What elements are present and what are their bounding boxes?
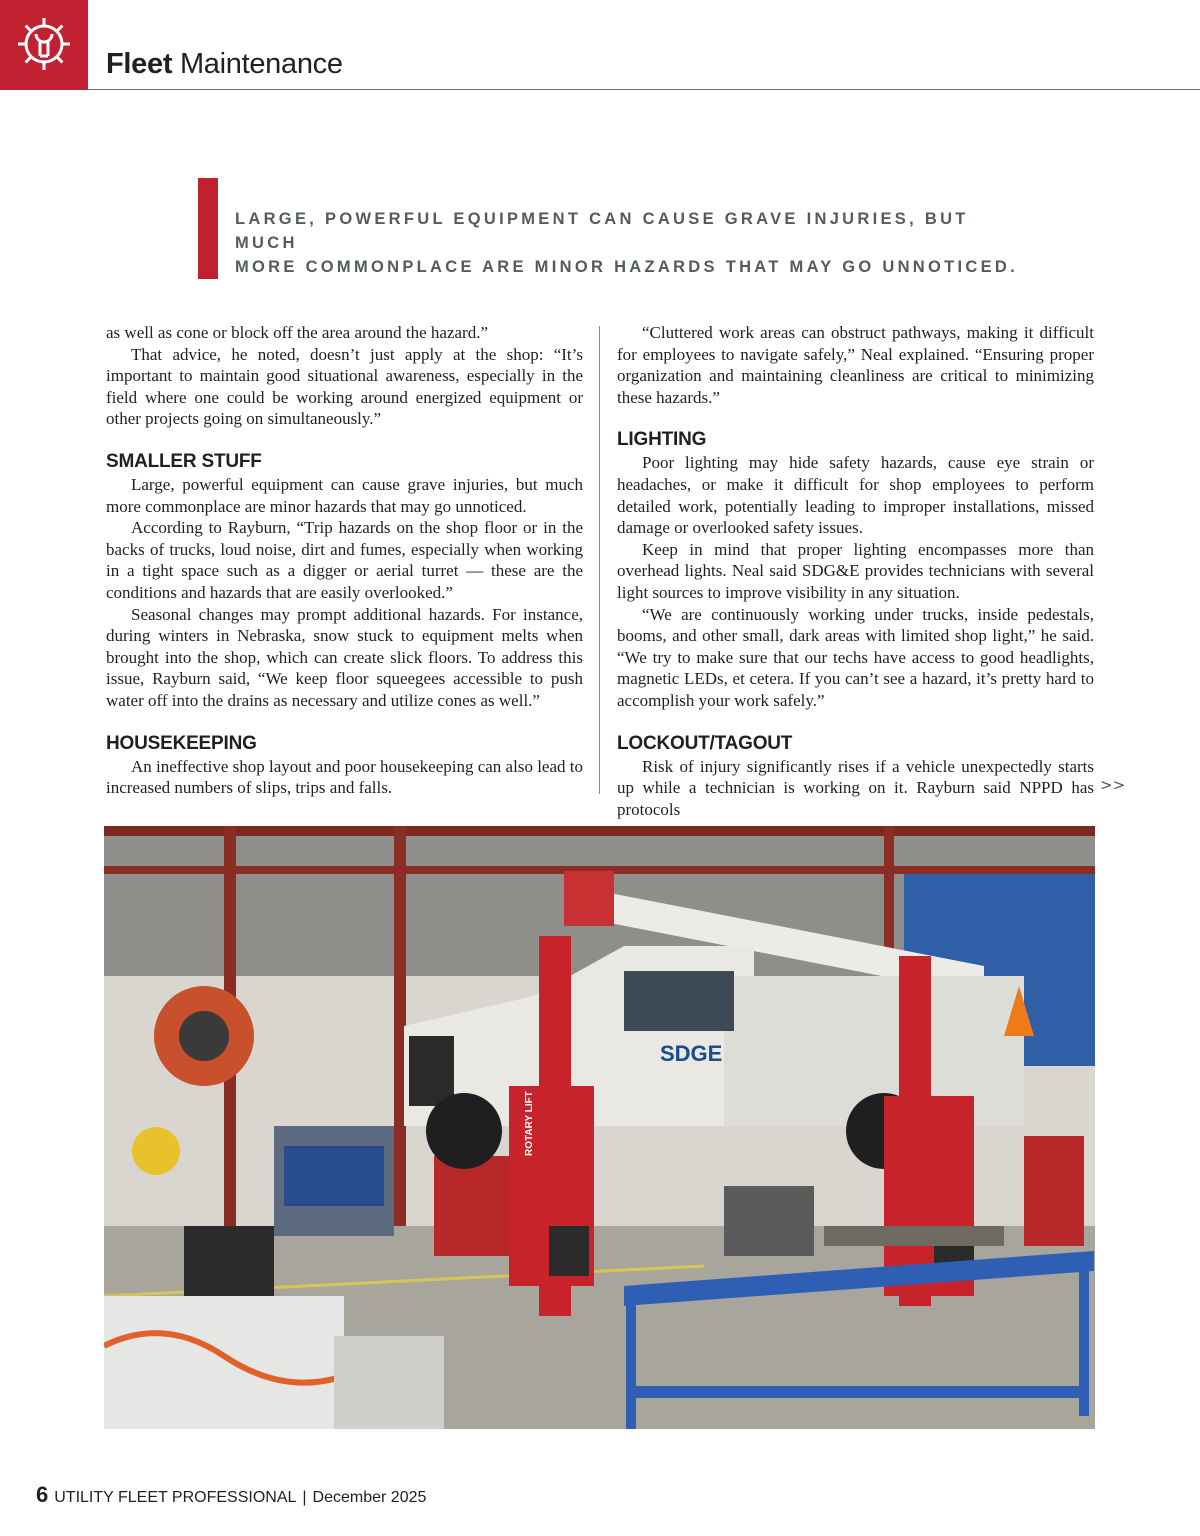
- lift-label: ROTARY LIFT: [524, 1091, 535, 1156]
- paragraph: “Cluttered work areas can obstruct pathways, making it difficult for employees to navigate safely,” Neal explained. “Ensuring proper organization and maintaining cleanliness are critical to minimizing these hazards.”: [617, 323, 1094, 407]
- paragraph: According to Rayburn, “Trip hazards on the shop floor or in the backs of trucks, loud noise, dirt and fumes, especially when working in a tight space such as a digger or aerial turret — these are the conditions and hazards that are easily overlooked.”: [106, 518, 583, 602]
- footer-separator: |: [302, 1489, 307, 1506]
- gear-wrench-icon: [12, 12, 76, 76]
- paragraph: “We are continuously working under trucks, inside pedestals, booms, and other small, dark areas with limited shop light,” he said. “We try to make sure that our techs have access to good headlights, magnetic LEDs, et cetera. If you can’t see a hazard, it’s pretty hard to accomplish your work safely.”: [617, 604, 1094, 710]
- section-title: [106, 48, 343, 81]
- left-column: [106, 322, 583, 799]
- publication-name: UTILITY FLEET PROFESSIONAL: [54, 1489, 297, 1506]
- paragraph: Large, powerful equipment can cause grave injuries, but much more commonplace are minor hazards that may go unnoticed.: [106, 474, 583, 516]
- pull-quote-bar: [198, 178, 218, 279]
- page-footer: [36, 1482, 426, 1508]
- issue-date: December 2025: [312, 1489, 427, 1506]
- continued-marker: >>: [1100, 776, 1126, 794]
- shop-photo: [104, 826, 1095, 1429]
- subheading-lockout-tagout: LOCKOUT/TAGOUT: [617, 732, 793, 754]
- paragraph: Keep in mind that proper lighting encompasses more than overhead lights. Neal said SDG&E provides technicians with several light sources to improve visibility in any situation.: [617, 539, 1094, 602]
- shop-photo-illustration: [104, 826, 1095, 1429]
- subheading-lighting: LIGHTING: [617, 429, 707, 451]
- section-icon-box: [0, 0, 88, 90]
- subheading-smaller-stuff: SMALLER STUFF: [106, 450, 262, 472]
- pull-quote-line-2: MORE COMMONPLACE ARE MINOR HAZARDS THAT MAY GO UNNOTICED.: [235, 258, 1019, 276]
- right-column: [617, 322, 1094, 820]
- paragraph: Risk of injury significantly rises if a vehicle unexpectedly starts up while a technician is working on it. Rayburn said NPPD has protocols: [617, 756, 1094, 819]
- subheading-housekeeping: HOUSEKEEPING: [106, 732, 257, 754]
- paragraph: An ineffective shop layout and poor housekeeping can also lead to increased numbers of slips, trips and falls.: [106, 756, 583, 798]
- pull-quote-line-1: LARGE, POWERFUL EQUIPMENT CAN CAUSE GRAVE INJURIES, BUT MUCH: [235, 210, 969, 252]
- header-divider: [88, 89, 1200, 90]
- paragraph: Seasonal changes may prompt additional hazards. For instance, during winters in Nebraska, snow stuck to equipment melts when brought into the shop, which can create slick floors. To address this issue, Rayburn said, “We keep floor squeegees accessible to push water off into the drains as necessary and utilize cones as well.”: [106, 604, 583, 710]
- paragraph: as well as cone or block off the area around the hazard.”: [106, 323, 489, 342]
- paragraph: That advice, he noted, doesn’t just apply at the shop: “It’s important to maintain good situational awareness, especially in the field where one could be working around energized equipment or other projects going on simultaneously.”: [106, 344, 583, 429]
- section-title-bold: Fleet: [106, 48, 173, 80]
- section-title-rest: Maintenance: [172, 48, 343, 80]
- truck-logo: SDGE: [660, 1041, 723, 1066]
- page-number: 6: [36, 1482, 49, 1507]
- pull-quote: [235, 207, 1035, 279]
- column-divider: [599, 326, 600, 794]
- paragraph: Poor lighting may hide safety hazards, cause eye strain or headaches, or make it difficult for shop employees to perform detailed work, potentially leading to improper installations, missed damage or overlooked safety issues.: [617, 453, 1094, 538]
